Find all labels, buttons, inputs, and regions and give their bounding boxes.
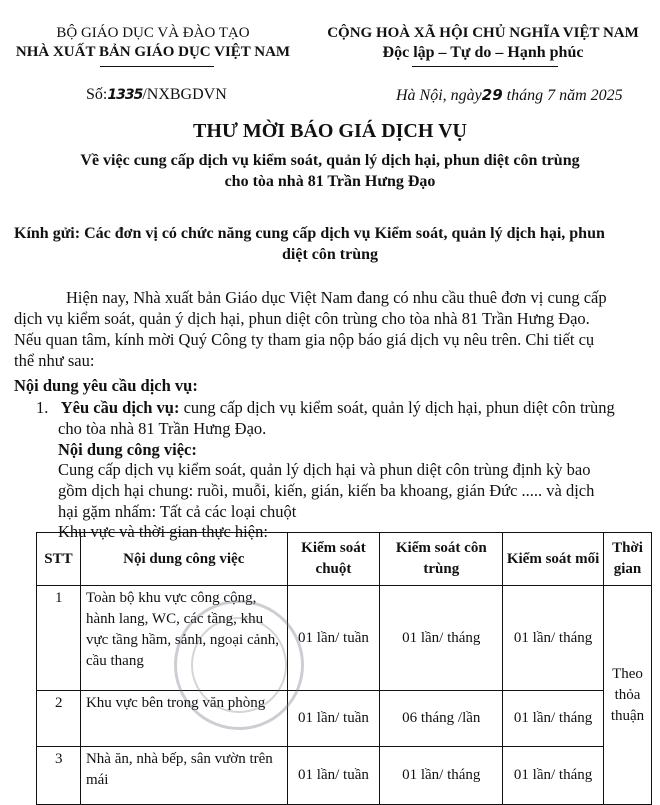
date-suffix: tháng 7 năm 2025 <box>506 87 623 104</box>
row-stt: 2 <box>37 691 81 747</box>
subject-line-1: Về việc cung cấp dịch vụ kiểm soát, quản lý dịch hại, phun diệt côn trùng <box>80 152 580 169</box>
item-1-line <box>36 398 615 418</box>
row-termite: 01 lần/ tháng <box>503 586 604 691</box>
number-suffix: /NXBGDVN <box>142 86 227 103</box>
work-heading: Nội dung công việc: <box>58 440 197 459</box>
work-line-1: Cung cấp dịch vụ kiểm soát, quản lý dịch hại và phun diệt côn trùng định kỳ bao <box>58 460 591 479</box>
publisher-name: NHÀ XUẤT BẢN GIÁO DỤC VIỆT NAM <box>15 44 291 60</box>
header-termite: Kiểm soát mối <box>503 533 604 586</box>
table-row <box>37 586 652 691</box>
document-date <box>396 86 623 105</box>
service-table <box>36 532 652 805</box>
publisher-underline <box>100 66 214 67</box>
republic-name: CỘNG HOÀ XÃ HỘI CHỦ NGHĨA VIỆT NAM <box>327 25 639 41</box>
row-stt: 3 <box>37 747 81 805</box>
header-content: Nội dung công việc <box>80 533 287 586</box>
table-row <box>37 691 652 747</box>
table-row <box>37 747 652 805</box>
item-label: Yêu cầu dịch vụ: <box>60 398 180 417</box>
header-stt: STT <box>37 533 81 586</box>
recipient-line-1: Kính gửi: Các đơn vị có chức năng cung cấp dịch vụ Kiểm soát, quản lý dịch hại, phun <box>14 225 605 242</box>
subject-line-2: cho tòa nhà 81 Trần Hưng Đạo <box>224 173 436 190</box>
motto: Độc lập – Tự do – Hạnh phúc <box>382 44 584 61</box>
row-termite: 01 lần/ tháng <box>503 691 604 747</box>
area-time-label: Khu vực và thời gian thực hiện: <box>58 522 268 541</box>
header-insect: Kiểm soát côn trùng <box>380 533 503 586</box>
intro-line-4: thể như sau: <box>14 351 95 370</box>
row-rat: 01 lần/ tuần <box>287 586 380 691</box>
number-handwritten: 1335 <box>107 87 143 103</box>
item-text: cung cấp dịch vụ kiểm soát, quản lý dịch hại, phun diệt côn trùng <box>179 398 615 417</box>
row-rat: 01 lần/ tuần <box>287 747 380 805</box>
date-prefix: Hà Nội, ngày <box>396 87 482 104</box>
row-content: Khu vực bên trong văn phòng <box>80 691 287 747</box>
recipient-line-2: diệt côn trùng <box>282 246 378 263</box>
row-stt: 1 <box>37 586 81 691</box>
intro-line-3: Nếu quan tâm, kính mời Quý Công ty tham gia nộp báo giá dịch vụ nêu trên. Chi tiết cụ <box>14 330 595 349</box>
document-title: THƯ MỜI BÁO GIÁ DỊCH VỤ <box>193 120 467 142</box>
row-insect: 01 lần/ tháng <box>380 586 503 691</box>
row-content: Toàn bộ khu vực công cộng, hành lang, WC, các tầng, khu vực tầng hầm, sảnh, ngoại cảnh, cầu thang <box>80 586 287 691</box>
header-rat: Kiểm soát chuột <box>287 533 380 586</box>
ministry-name: BỘ GIÁO DỤC VÀ ĐÀO TẠO <box>56 25 250 41</box>
row-content: Nhà ăn, nhà bếp, sân vườn trên mái <box>80 747 287 805</box>
work-line-3: hại gặm nhấm: Tất cả các loại chuột <box>58 502 297 521</box>
row-insect: 06 tháng /lần <box>380 691 503 747</box>
row-rat: 01 lần/ tuần <box>287 691 380 747</box>
item-number: 1. <box>36 398 49 417</box>
header-time: Thời gian <box>604 533 652 586</box>
row-termite: 01 lần/ tháng <box>503 747 604 805</box>
item-1-text-2: cho tòa nhà 81 Trần Hưng Đạo. <box>58 419 267 438</box>
work-line-2: gồm dịch hại chung: ruồi, muỗi, kiến, gián, kiến ba khoang, gián Đức ..... và dịch <box>58 481 595 500</box>
table-header-row <box>37 533 652 586</box>
section-heading: Nội dung yêu cầu dịch vụ: <box>14 376 198 395</box>
document-number <box>86 86 227 104</box>
row-insect: 01 lần/ tháng <box>380 747 503 805</box>
row-time: Theo thỏa thuận <box>604 586 652 805</box>
intro-line-1: Hiện nay, Nhà xuất bản Giáo dục Việt Nam đang có nhu cầu thuê đơn vị cung cấp <box>66 288 607 307</box>
intro-line-2: dịch vụ kiểm soát, quản ý dịch hại, phun diệt côn trùng cho tòa nhà 81 Trần Hưng Đạo. <box>14 309 590 328</box>
date-day-handwritten: 29 <box>481 86 503 104</box>
motto-underline <box>412 66 558 67</box>
number-prefix: Số: <box>86 86 108 103</box>
